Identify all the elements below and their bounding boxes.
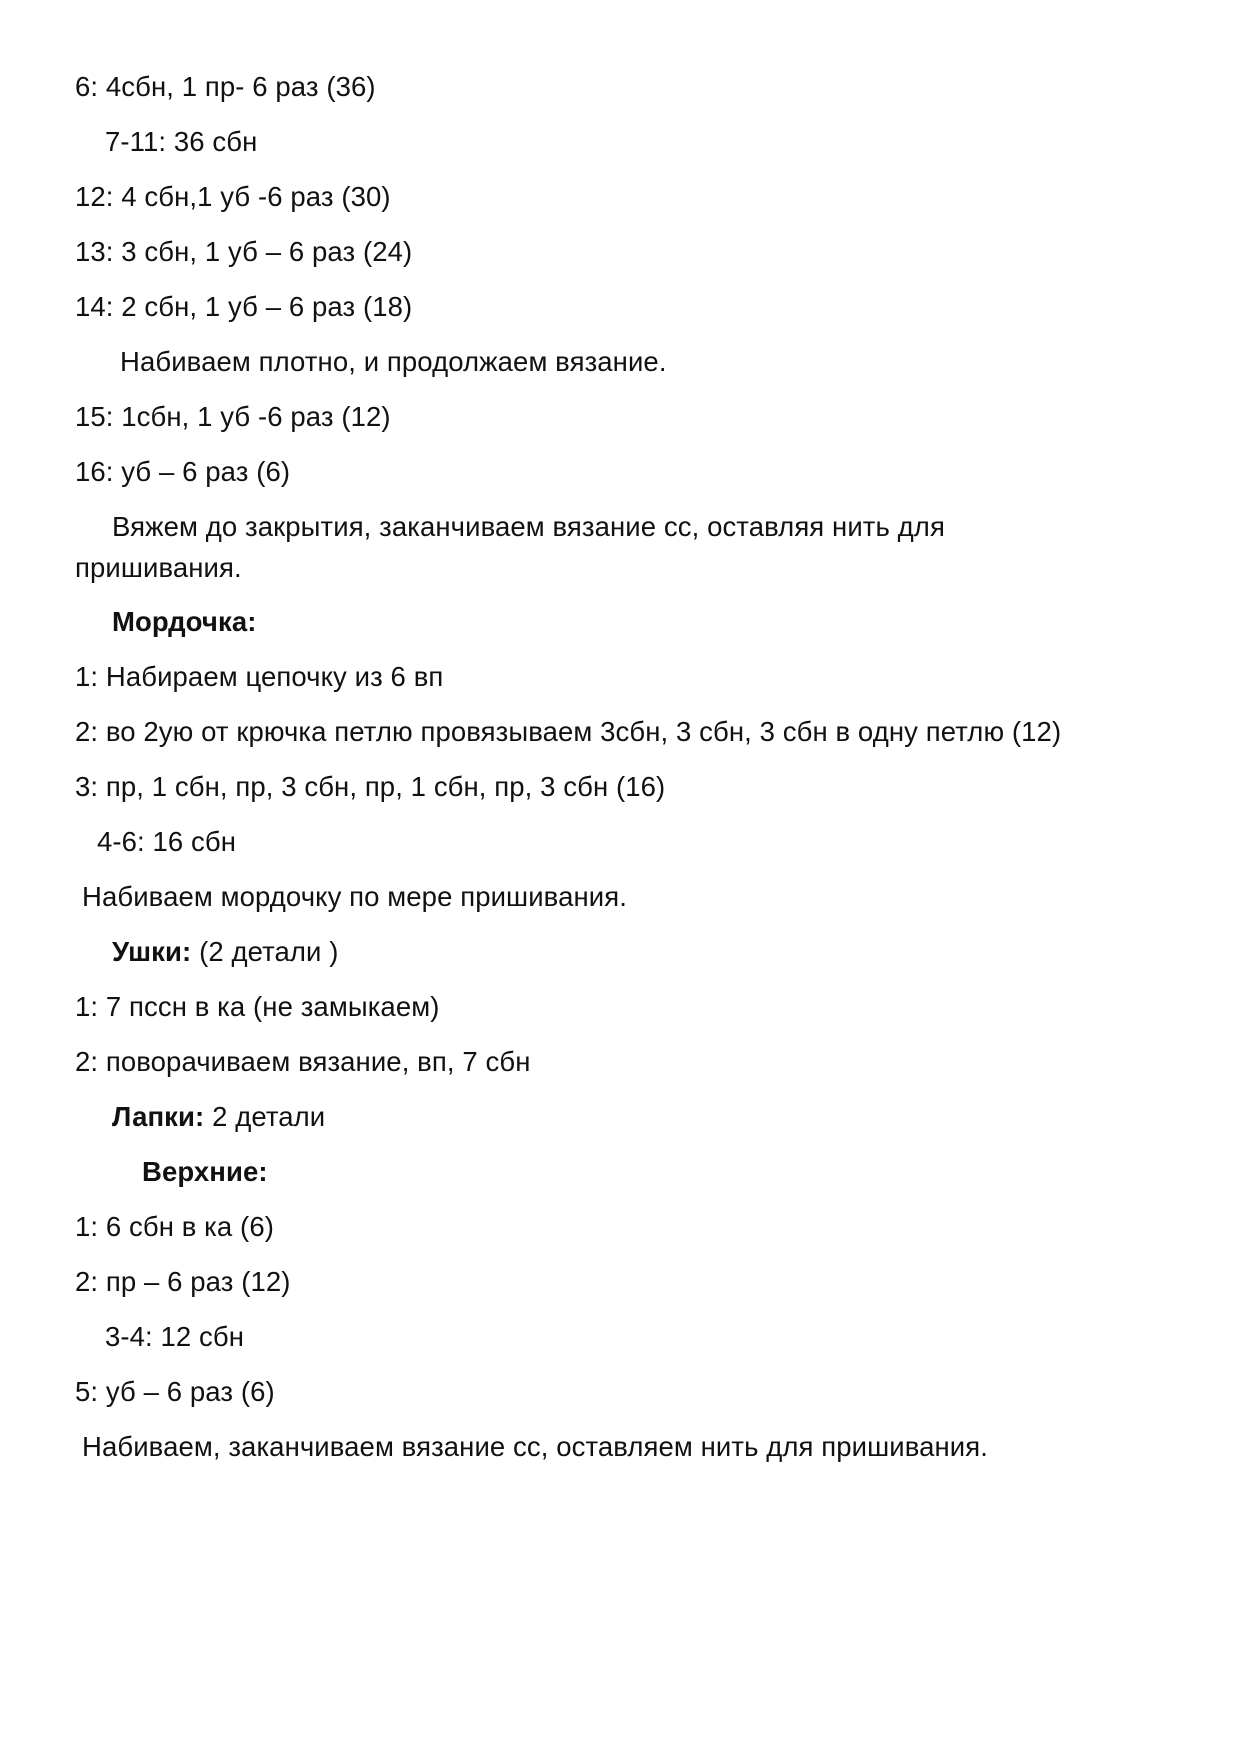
upper-paws-row-5: 5: уб – 6 раз (6) xyxy=(75,1376,275,1407)
upper-paws-row-1: 1: 6 сбн в ка (6) xyxy=(75,1211,274,1242)
row-6: 6: 4сбн, 1 пр- 6 раз (36) xyxy=(75,71,376,102)
muzzle-heading: Мордочка: xyxy=(112,606,257,637)
paws-heading: Лапки: xyxy=(112,1101,205,1132)
closing-note-line-1: Вяжем до закрытия, заканчиваем вязание сс, оставляя нить для xyxy=(112,511,945,542)
ears-row-2: 2: поворачиваем вязание, вп, 7 сбн xyxy=(75,1046,531,1077)
ears-heading-row xyxy=(112,932,338,972)
row-16: 16: уб – 6 раз (6) xyxy=(75,456,291,487)
row-13: 13: 3 сбн, 1 уб – 6 раз (24) xyxy=(75,236,413,267)
closing-note-line-2: пришивания. xyxy=(75,552,242,583)
ears-note: (2 детали ) xyxy=(199,936,339,967)
upper-paws-heading: Верхние: xyxy=(142,1156,268,1187)
row-14: 14: 2 сбн, 1 уб – 6 раз (18) xyxy=(75,291,413,322)
muzzle-row-4-6: 4-6: 16 сбн xyxy=(97,826,237,857)
paws-heading-row xyxy=(112,1097,325,1137)
row-15: 15: 1сбн, 1 уб -6 раз (12) xyxy=(75,401,391,432)
paws-note: 2 детали xyxy=(212,1101,326,1132)
muzzle-note: Набиваем мордочку по мере пришивания. xyxy=(82,881,627,912)
stuffing-note: Набиваем плотно, и продолжаем вязание. xyxy=(120,346,667,377)
row-7-11: 7-11: 36 сбн xyxy=(105,126,258,157)
upper-paws-note: Набиваем, заканчиваем вязание сс, оставляем нить для пришивания. xyxy=(82,1431,989,1462)
muzzle-row-3: 3: пр, 1 сбн, пр, 3 сбн, пр, 1 сбн, пр, 3 сбн (16) xyxy=(75,771,666,802)
upper-paws-row-3-4: 3-4: 12 сбн xyxy=(105,1321,245,1352)
row-12: 12: 4 сбн,1 уб -6 раз (30) xyxy=(75,181,391,212)
muzzle-row-2: 2: во 2ую от крючка петлю провязываем 3сбн, 3 сбн, 3 сбн в одну петлю (12) xyxy=(75,716,1062,747)
upper-paws-row-2: 2: пр – 6 раз (12) xyxy=(75,1266,291,1297)
ears-heading: Ушки: xyxy=(112,936,192,967)
ears-row-1: 1: 7 пссн в ка (не замыкаем) xyxy=(75,991,440,1022)
muzzle-row-1: 1: Набираем цепочку из 6 вп xyxy=(75,661,444,692)
